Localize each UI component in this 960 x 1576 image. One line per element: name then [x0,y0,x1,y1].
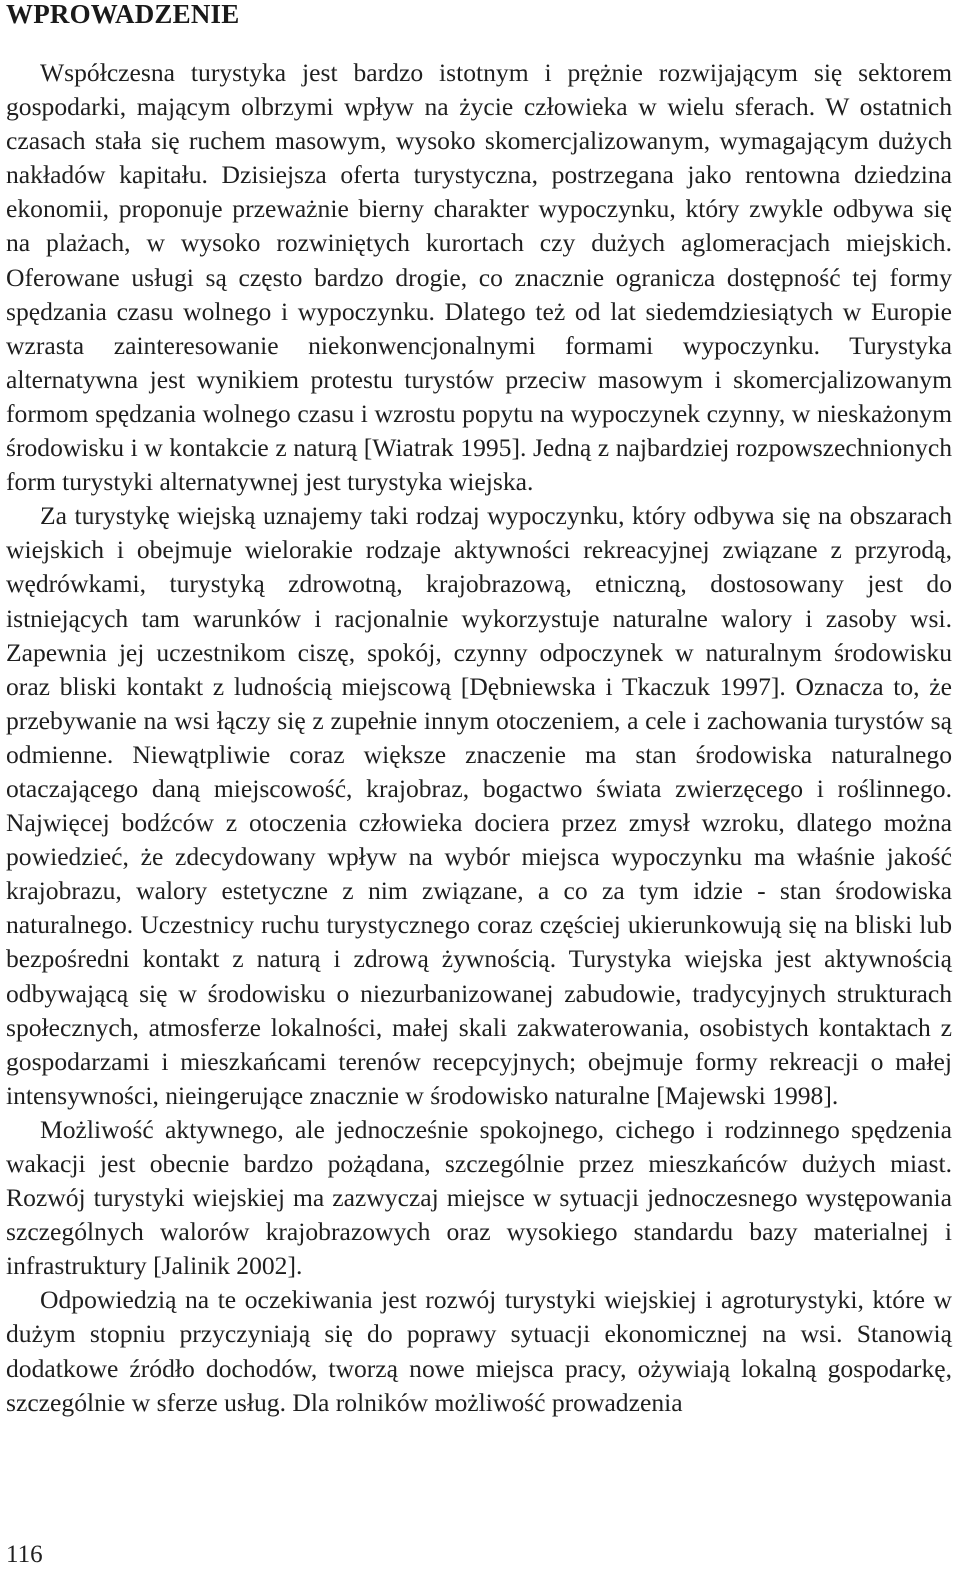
section-heading: WPROWADZENIE [6,0,240,29]
paragraph: Za turystykę wiejską uznajemy taki rodzaj wypoczynku, który odbywa się na obszarach wiejskich i obejmuje wielorakie rodzaje aktywności rekreacyjnej związane z przyrodą, wędrówkami, turystyką zdrowotną, krajobrazową, etniczną, dostosowany jest do istniejących tam warunków i racjonalnie wykorzystuje naturalne walory i zasoby wsi. Zapewnia jej uczestnikom ciszę, spokój, czynny odpoczynek w naturalnym środowisku oraz bliski kontakt z ludnością miejscową [Dębniewska i Tkaczuk 1997]. Oznacza to, że przebywanie na wsi łączy się z zupełnie innym otoczeniem, a cele i zachowania turystów są odmienne. Niewątpliwie coraz większe znaczenie ma stan środowiska naturalnego otaczającego daną miejscowość, krajobraz, bogactwo świata zwierzęcego i roślinnego. Najwięcej bodźców z otoczenia człowieka dociera przez zmysł wzroku, dlatego można powiedzieć, że zdecydowany wpływ na wybór miejsca wypoczynku ma właśnie jakość krajobrazu, walory estetyczne z nim związane, a co za tym idzie - stan środowiska naturalnego. Uczestnicy ruchu turystycznego coraz częściej ukierunkowują się na bliski lub bezpośredni kontakt z naturą i zdrową żywnością. Turystyka wiejska jest aktywnością odbywającą się w środowisku o niezurbanizowanej zabudowie, tradycyjnych strukturach społecznych, atmosferze lokalności, małej skali zakwaterowania, osobistych kontaktach z gospodarzami i mieszkańcami terenów recepcyjnych; obejmuje formy rekreacji o małej intensywności, nieingerujące znacznie w środowisko naturalne [Majewski 1998]. [6,501,952,1110]
paragraph: Współczesna turystyka jest bardzo istotnym i prężnie rozwijającym się sektorem gospodarki, mającym olbrzymi wpływ na życie człowieka w wielu sferach. W ostatnich czasach stała się ruchem masowym, wysoko skomercjalizowanym, wymagającym dużych nakładów kapitału. Dzisiejsza oferta turystyczna, postrzegana jako rentowna dziedzina ekonomii, proponuje przeważnie bierny charakter wypoczynku, który zwykle odbywa się na plażach, w wysoko rozwiniętych kurortach czy dużych aglomeracjach miejskich. Oferowane usługi są często bardzo drogie, co znacznie ogranicza dostępność tej formy spędzania czasu wolnego i wypoczynku. Dlatego też od lat siedemdziesiątych w Europie wzrasta zainteresowanie niekonwencjonalnymi formami wypoczynku. Turystyka alternatywna jest wynikiem protestu turystów przeciw masowym i skomercjalizowanym formom spędzania wolnego czasu i wzrostu popytu na wypoczynek czynny, w nieskażonym środowisku i w kontakcie z naturą [Wiatrak 1995]. Jedną z najbardziej rozpowszechnionych form turystyki alternatywnej jest turystyka wiejska. [6,58,952,497]
body-text [6,56,952,1420]
paragraph: Możliwość aktywnego, ale jednocześnie spokojnego, cichego i rodzinnego spędzenia wakacji jest obecnie bardzo pożądana, szczególnie przez mieszkańców dużych miast. Rozwój turystyki wiejskiej ma zazwyczaj miejsce w sytuacji jednoczesnego występowania szczególnych walorów krajobrazowych oraz wysokiego standardu bazy materialnej i infrastruktury [Jalinik 2002]. [6,1114,952,1281]
paragraph: Odpowiedzią na te oczekiwania jest rozwój turystyki wiejskiej i agroturystyki, które w dużym stopniu przyczyniają się do poprawy sytuacji ekonomicznej na wsi. Stanowią dodatkowe źródło dochodów, tworzą nowe miejsca pracy, ożywiają lokalną gospodarkę, szczególnie w sferze usług. Dla rolników możliwość prowadzenia [6,1285,952,1417]
page-number: 116 [6,1541,43,1568]
